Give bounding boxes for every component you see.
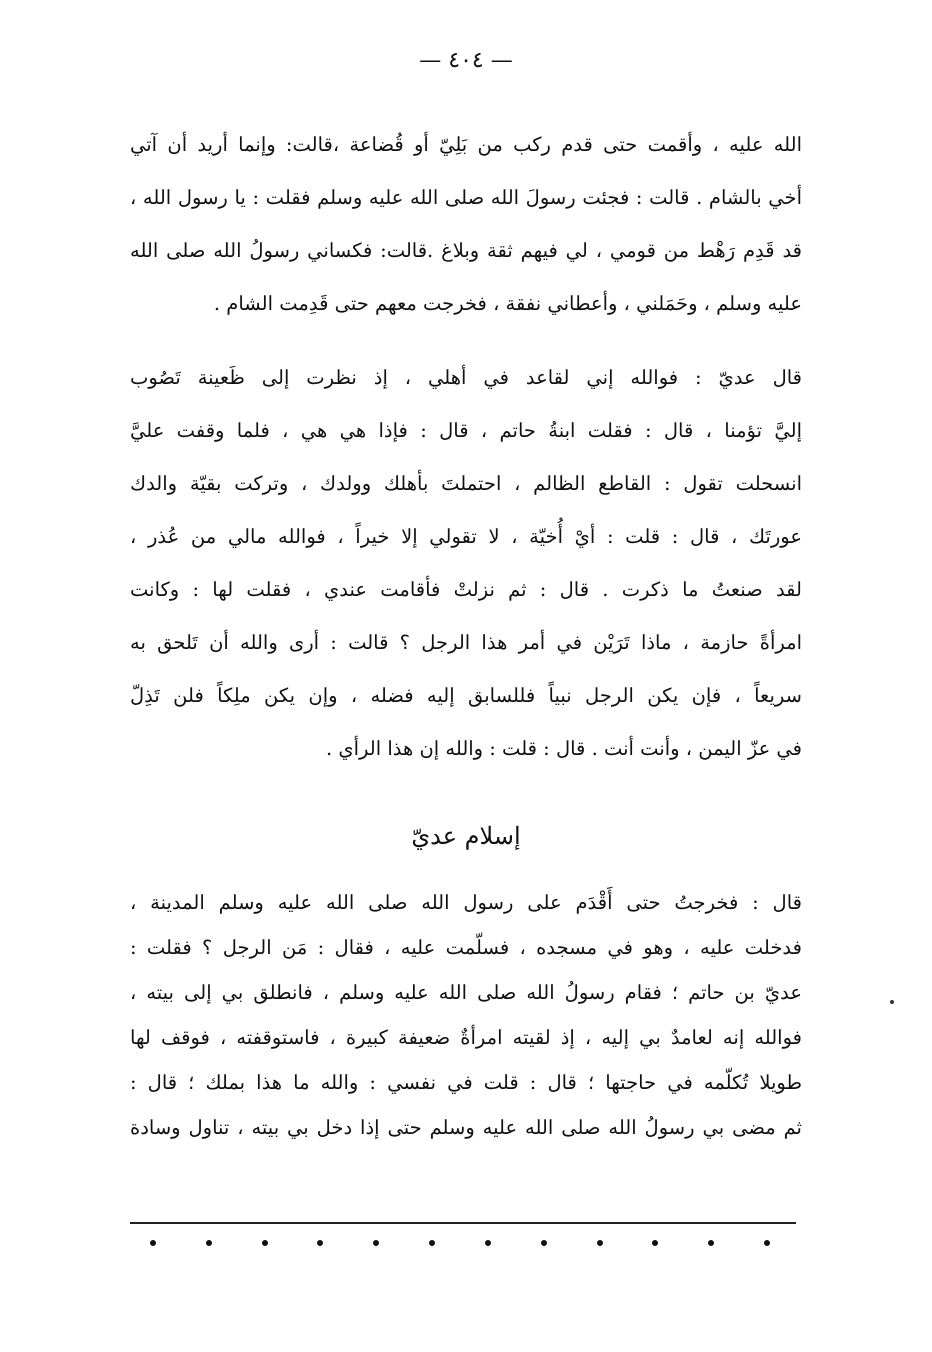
footer-dot xyxy=(764,1240,770,1246)
text-line: امرأةً حازمة ، ماذا تَرَيْن في أمر هذا الرجل ؟ قالت : أرى والله أن تَلحق به xyxy=(130,631,802,654)
paragraph-3 xyxy=(130,880,802,1150)
text-line: إليَّ تؤمنا ، قال : فقلت ابنةُ حاتم ، قال : فإذا هي هي ، فلما وقفت عليَّ xyxy=(130,419,802,442)
text-line: ثم مضى بي رسولُ الله صلى الله عليه وسلم حتى إذا دخل بي بيته ، تناول وسادة xyxy=(130,1116,802,1139)
footer-dot xyxy=(485,1240,491,1246)
text-line: عليه وسلم ، وحَمَلني ، وأعطاني نفقة ، فخرجت معهم حتى قَدِمت الشام . xyxy=(213,292,802,315)
footer-dot xyxy=(373,1240,379,1246)
footer-dot xyxy=(150,1240,156,1246)
paragraph-1 xyxy=(130,118,802,330)
footer-rule xyxy=(130,1222,796,1224)
footer-dot xyxy=(708,1240,714,1246)
text-line: قال عديّ : فوالله إني لقاعد في أهلي ، إذ نظرت إلى ظَعينة تَصُوب xyxy=(130,366,802,389)
footer-dot xyxy=(262,1240,268,1246)
text-line: قال : فخرجتُ حتى أَقْدَم على رسول الله صلى الله عليه وسلم المدينة ، xyxy=(130,891,802,914)
text-line: انسحلت تقول : القاطع الظالم ، احتملتَ بأهلك وولدك ، وتركت بقيّة والدك xyxy=(130,472,802,495)
text-line: عورتَك ، قال : قلت : أيْ أُخيّة ، لا تقولي إلا خيراً ، فوالله مالي من عُذر ، xyxy=(130,525,802,548)
section-heading: إسلام عديّ xyxy=(411,822,521,850)
footer-dot xyxy=(652,1240,658,1246)
footer-dot xyxy=(429,1240,435,1246)
text-line: سريعاً ، فإن يكن الرجل نبياً فللسابق إليه فضله ، وإن يكن ملِكاً فلن تَذِلّ xyxy=(130,684,802,707)
text-line: لقد صنعتُ ما ذكرت . قال : ثم نزلتْ فأقامت عندي ، فقلت لها : وكانت xyxy=(130,578,802,601)
footer-dot xyxy=(317,1240,323,1246)
text-line: عديّ بن حاتم ؛ فقام رسولُ الله صلى الله عليه وسلم ، فانطلق بي إلى بيته ، xyxy=(130,981,802,1004)
margin-speck xyxy=(890,1000,894,1004)
text-line: فدخلت عليه ، وهو في مسجده ، فسلّمت عليه ، فقال : مَن الرجل ؟ فقلت : xyxy=(130,936,802,959)
text-line: طويلا تُكلّمه في حاجتها ؛ قال : قلت في نفسي : والله ما هذا بملك ؛ قال : xyxy=(130,1071,802,1094)
page-number: — ٤٠٤ — xyxy=(419,48,513,73)
text-line: قد قَدِم رَهْط من قومي ، لي فيهم ثقة وبلاغ .قالت: فكساني رسولُ الله صلى الله xyxy=(130,239,802,262)
paragraph-2 xyxy=(130,351,802,775)
footer-dot xyxy=(597,1240,603,1246)
footer-dot xyxy=(206,1240,212,1246)
text-line: فوالله إنه لعامدٌ بي إليه ، إذ لقيته امرأةٌ ضعيفة كبيرة ، فاستوقفته ، فوقف لها xyxy=(130,1026,802,1049)
footer-dot xyxy=(541,1240,547,1246)
footer-dots xyxy=(150,1240,770,1246)
text-line: أخي بالشام . قالت : فجئت رسولَ الله صلى الله عليه وسلم فقلت : يا رسول الله ، xyxy=(130,186,802,209)
text-line: في عزّ اليمن ، وأنت أنت . قال : قلت : والله إن هذا الرأي . xyxy=(325,737,802,760)
text-line: الله عليه ، وأقمت حتى قدم ركب من بَلِيّ أو قُضاعة ،قالت: وإنما أريد أن آتي xyxy=(130,133,802,156)
